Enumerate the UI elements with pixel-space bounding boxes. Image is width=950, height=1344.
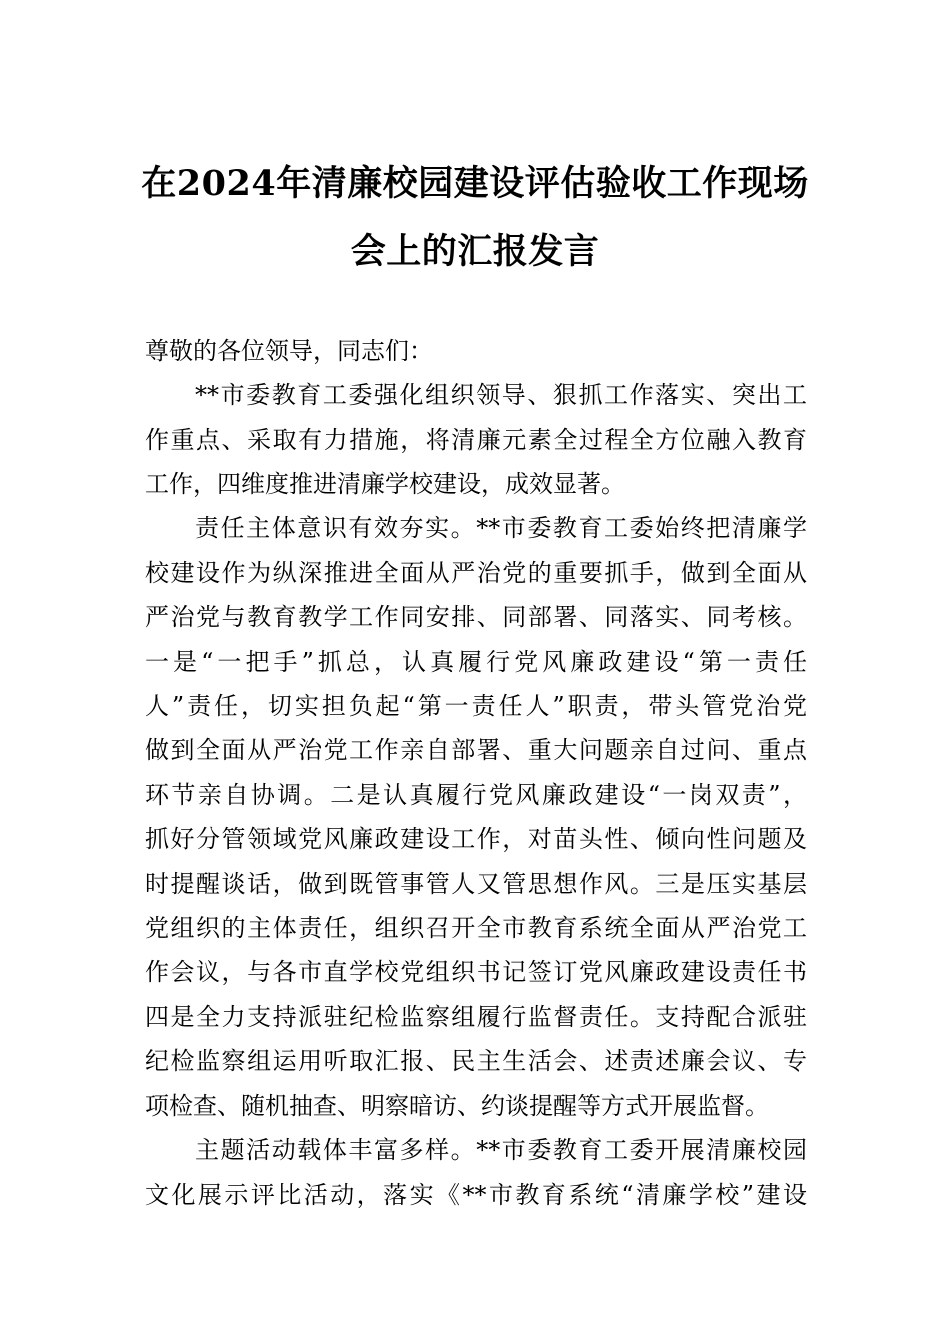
body-line: 文化展示评比活动，落实《**市教育系统“清廉学校”建设 [145, 1181, 807, 1209]
body-line: 作会议，与各市直学校党组织书记签订党风廉政建设责任书 [145, 958, 807, 986]
document-title-line-1: 在2024年清廉校园建设评估验收工作现场 [141, 163, 809, 204]
body-line: 抓好分管领域党风廉政建设工作，对苗头性、倾向性问题及 [145, 825, 807, 853]
body-line: 四是全力支持派驻纪检监察组履行监督责任。支持配合派驻 [145, 1003, 807, 1031]
body-line: 工作，四维度推进清廉学校建设，成效显著。 [145, 470, 625, 498]
body-line: 项检查、随机抽查、明察暗访、约谈提醒等方式开展监督。 [145, 1092, 769, 1120]
body-line: 校建设作为纵深推进全面从严治党的重要抓手，做到全面从 [145, 559, 807, 587]
salutation: 尊敬的各位领导，同志们： [145, 337, 433, 365]
body-line: 严治党与教育教学工作同安排、同部署、同落实、同考核。 [145, 603, 807, 631]
document-title-line-2: 会上的汇报发言 [350, 231, 600, 272]
body-line: 党组织的主体责任，组织召开全市教育系统全面从严治党工 [145, 914, 807, 942]
section-heading-line: 责任主体意识有效夯实。**市委教育工委始终把清廉学 [195, 514, 807, 542]
body-line: 作重点、采取有力措施，将清廉元素全过程全方位融入教育 [145, 426, 807, 454]
section-heading-line: 主题活动载体丰富多样。**市委教育工委开展清廉校园 [195, 1136, 807, 1164]
body-line: 一是“一把手”抓总，认真履行党风廉政建设“第一责任 [145, 648, 807, 676]
body-line: 时提醒谈话，做到既管事管人又管思想作风。三是压实基层 [145, 870, 807, 898]
body-line: 人”责任，切实担负起“第一责任人”职责，带头管党治党 [145, 692, 807, 720]
body-line: 做到全面从严治党工作亲自部署、重大问题亲自过问、重点 [145, 736, 807, 764]
body-line: 纪检监察组运用听取汇报、民主生活会、述责述廉会议、专 [145, 1047, 807, 1075]
body-line: **市委教育工委强化组织领导、狠抓工作落实、突出工 [195, 381, 807, 409]
body-line: 环节亲自协调。二是认真履行党风廉政建设“一岗双责”， [145, 781, 807, 809]
